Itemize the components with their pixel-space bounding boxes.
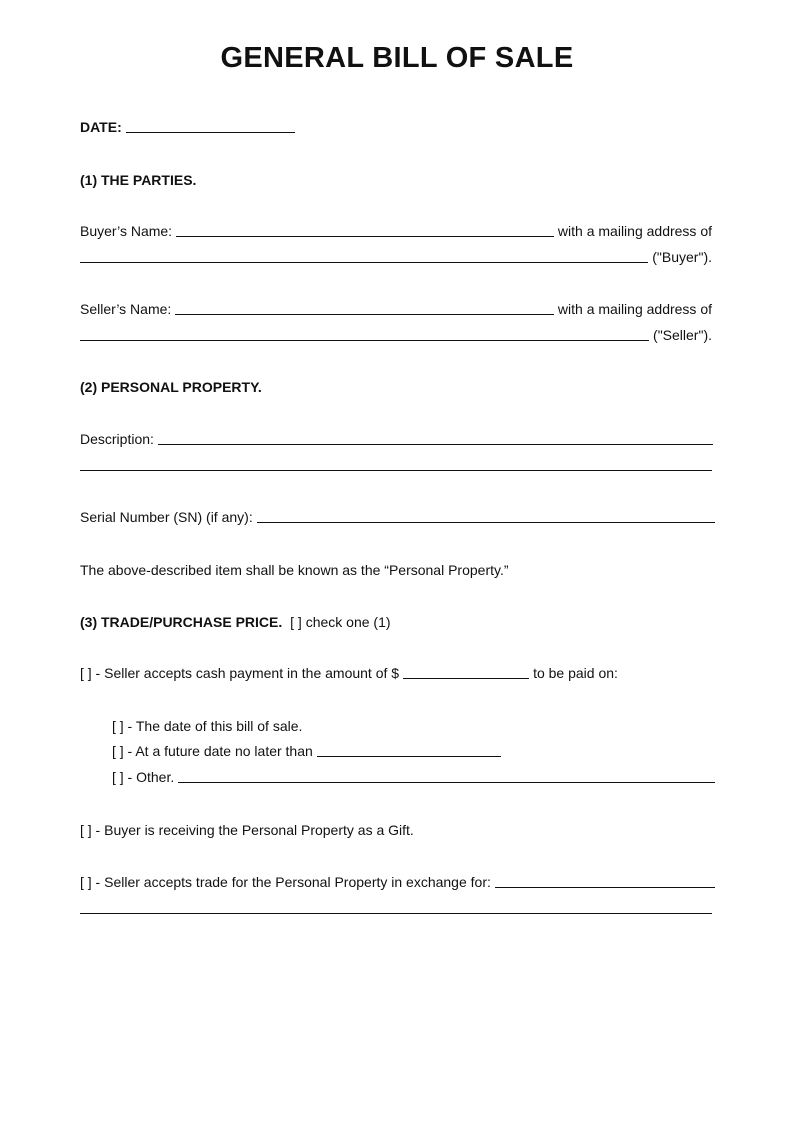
description-label: Description: (80, 431, 154, 447)
buyer-name-label: Buyer’s Name: (80, 223, 173, 239)
personal-property-note: The above-described item shall be known as the “Personal Property.” (80, 562, 509, 578)
seller-suffix: ("Seller"). (653, 327, 712, 343)
cash-payment-row (80, 664, 618, 682)
date-field[interactable] (126, 119, 295, 133)
parties-heading: (1) THE PARTIES. (80, 172, 197, 188)
seller-mailing-text: with a mailing address of (557, 301, 712, 317)
seller-name-row (80, 300, 712, 318)
description-field[interactable] (158, 431, 713, 445)
buyer-address-row (80, 248, 712, 266)
buyer-name-field[interactable] (176, 223, 554, 237)
description-row (80, 430, 713, 448)
option-trade[interactable]: [ ] - Seller accepts trade for the Personal Property in exchange for: (80, 874, 491, 890)
cash-payment-checkbox-label[interactable]: [ ] - Seller accepts cash payment in the amount of $ (80, 665, 400, 681)
buyer-address-field[interactable] (80, 249, 648, 263)
cash-payment-suffix: to be paid on: (533, 665, 618, 681)
option-gift[interactable]: [ ] - Buyer is receiving the Personal Property as a Gift. (80, 822, 414, 838)
serial-number-label: Serial Number (SN) (if any): (80, 509, 253, 525)
price-heading: (3) TRADE/PURCHASE PRICE. (80, 614, 283, 630)
seller-name-label: Seller’s Name: (80, 301, 172, 317)
option-future-date[interactable]: [ ] - At a future date no later than (112, 743, 313, 759)
document-title: GENERAL BILL OF SALE (220, 42, 574, 74)
serial-number-row (80, 508, 715, 526)
other-row (112, 768, 715, 786)
other-field[interactable] (178, 769, 715, 783)
buyer-mailing-text: with a mailing address of (557, 223, 712, 239)
future-date-row (112, 742, 505, 760)
option-date-of-sale[interactable]: [ ] - The date of this bill of sale. (112, 718, 303, 734)
date-row (80, 118, 295, 136)
seller-address-row (80, 326, 712, 344)
trade-row (80, 873, 715, 891)
serial-number-field[interactable] (257, 509, 715, 523)
option-other[interactable]: [ ] - Other. (112, 769, 175, 785)
description-field-line-2[interactable] (80, 457, 712, 471)
property-heading: (2) PERSONAL PROPERTY. (80, 379, 262, 395)
description-continuation-row (80, 456, 712, 474)
trade-field-line-2[interactable] (80, 900, 712, 914)
trade-continuation-row (80, 899, 712, 917)
buyer-suffix: ("Buyer"). (652, 249, 712, 265)
seller-name-field[interactable] (175, 301, 554, 315)
seller-address-field[interactable] (80, 327, 649, 341)
buyer-name-row (80, 222, 712, 240)
date-label: DATE: (80, 119, 122, 135)
cash-amount-field[interactable] (403, 665, 529, 679)
future-date-field[interactable] (317, 743, 501, 757)
trade-field[interactable] (495, 874, 715, 888)
check-one-instruction[interactable]: [ ] check one (1) (290, 614, 391, 630)
price-heading-row (80, 613, 391, 631)
